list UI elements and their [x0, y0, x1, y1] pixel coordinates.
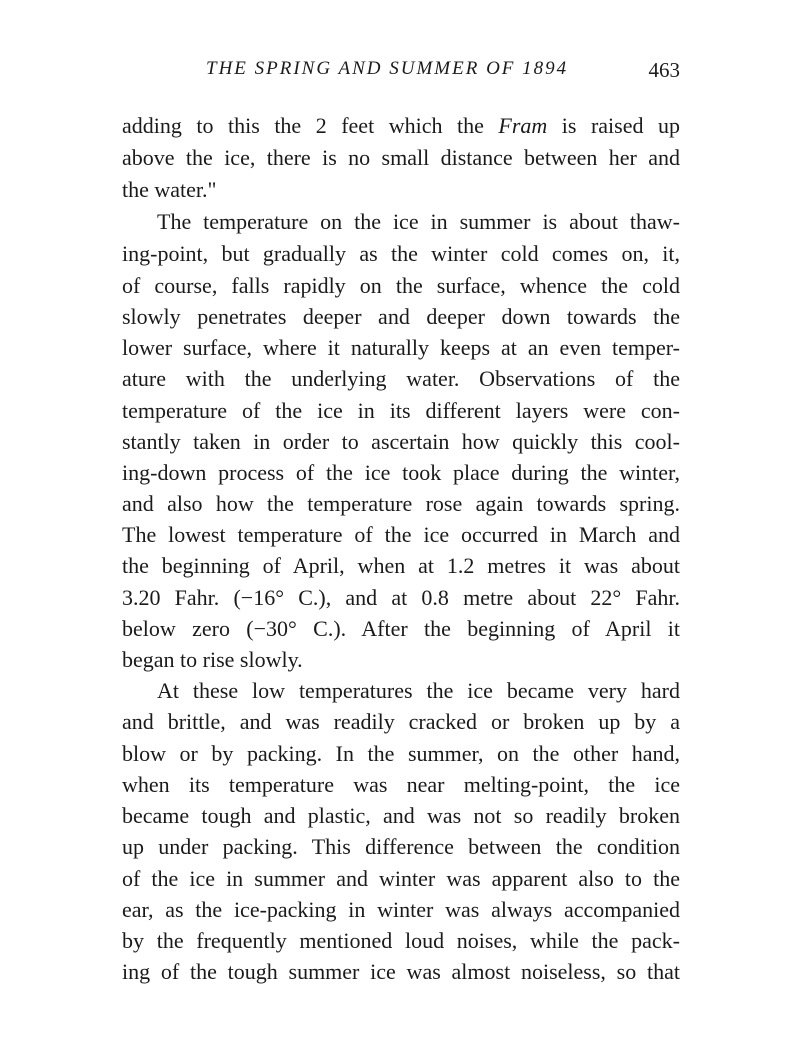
ship-name: Fram: [498, 113, 548, 138]
text-line: adding to this the 2 feet which the Fram is raised up: [122, 113, 681, 138]
running-header: [122, 58, 682, 88]
text-line: ature with the underlying water. Observations of the: [122, 366, 680, 391]
text-line: 3.20 Fahr. (−16° C.), and at 0.8 metre about 22° Fahr.: [122, 585, 680, 610]
text-line: ear, as the ice-packing in winter was always accompanied: [122, 897, 680, 922]
text-line: ing of the tough summer ice was almost noiseless, so that: [122, 959, 680, 984]
text-line: and brittle, and was readily cracked or broken up by a: [122, 709, 680, 734]
text-line: slowly penetrates deeper and deeper down towards the: [122, 304, 680, 329]
page-number: 463: [648, 58, 680, 82]
text-line: The temperature on the ice in summer is about thaw-: [157, 209, 680, 234]
text-line: of course, falls rapidly on the surface, whence the cold: [122, 273, 680, 298]
text-line: of the ice in summer and winter was apparent also to the: [122, 866, 680, 891]
text-line: below zero (−30° C.). After the beginning of April it: [122, 616, 680, 641]
text-line: up under packing. This difference between the condition: [122, 834, 680, 859]
text-line: and also how the temperature rose again towards spring.: [122, 491, 680, 516]
text-line: blow or by packing. In the summer, on the other hand,: [122, 741, 680, 766]
text-line: the beginning of April, when at 1.2 metres it was about: [122, 553, 680, 578]
text-line: At these low temperatures the ice became very hard: [157, 678, 680, 703]
text-line: when its temperature was near melting-point, the ice: [122, 772, 680, 797]
text-line: above the ice, there is no small distance between her and: [122, 145, 680, 170]
text-line: ing-point, but gradually as the winter cold comes on, it,: [122, 241, 680, 266]
running-title: THE SPRING AND SUMMER OF 1894: [206, 58, 569, 79]
text-line: became tough and plastic, and was not so readily broken: [122, 803, 680, 828]
text-line: temperature of the ice in its different layers were con-: [122, 398, 680, 423]
text-line: lower surface, where it naturally keeps at an even temper-: [122, 335, 680, 360]
text-line: ing-down process of the ice took place during the winter,: [122, 460, 680, 485]
text-line: The lowest temperature of the ice occurred in March and: [122, 522, 680, 547]
text-line: by the frequently mentioned loud noises, while the pack-: [122, 928, 680, 953]
text-line: the water.": [122, 177, 217, 202]
text-line: began to rise slowly.: [122, 647, 303, 672]
text-line: stantly taken in order to ascertain how quickly this cool-: [122, 429, 680, 454]
